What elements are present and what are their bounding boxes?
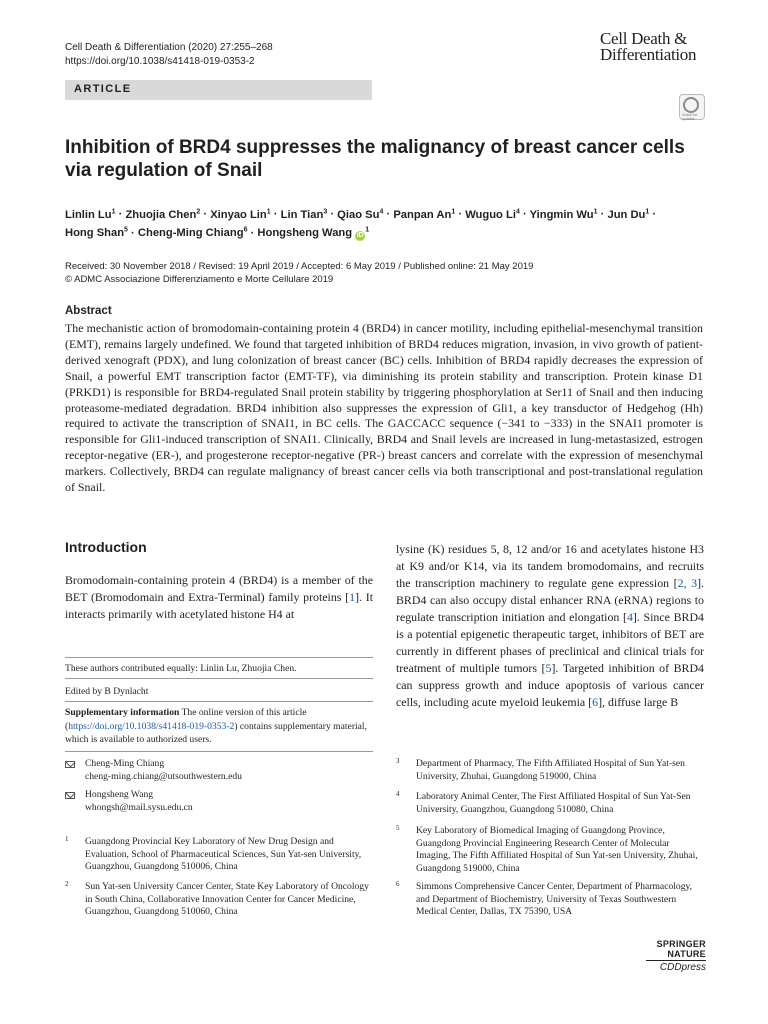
citation-link[interactable]: 6 — [592, 695, 599, 709]
footnote-divider — [65, 701, 373, 702]
publisher-logo — [626, 939, 706, 973]
author[interactable]: Cheng-Ming Chiang$^6$ — [137, 226, 248, 240]
check-updates-text: Check for updates — [682, 113, 697, 121]
author[interactable]: Zhuojia Chen$^2$ — [125, 208, 201, 221]
contact-name: Cheng-Ming Chiang — [85, 758, 165, 769]
contact-email[interactable]: whongsh@mail.sysu.edu.cn — [85, 801, 193, 813]
footnote-divider — [65, 678, 373, 679]
author[interactable]: Qiao Su$^4$ — [337, 208, 384, 221]
corresponding-author — [65, 789, 373, 815]
equal-contribution-note: These authors contributed equally: Linlin Lu, Zhuojia Chen. — [65, 663, 297, 674]
author[interactable]: Linlin Lu$^1$ — [65, 208, 116, 221]
logo-line-1: Cell Death & — [600, 29, 688, 48]
author[interactable]: Jun Du$^1$ — [607, 208, 650, 221]
imprint-name: CDDpress — [659, 962, 706, 973]
author[interactable]: Xinyao Lin$^1$ — [210, 208, 271, 221]
mail-icon — [65, 792, 75, 799]
intro-right-column: lysine (K) residues 5, 8, 12 and/or 16 and acetylates histone H3 at K9 and/or K14, via its tandem bromodomains, and recruits the transcription machinery to regulate gene expression [2, 3]. BRD4 can also occupy distal enhancer RNA (eRNA) regions to regulate transcription initiation and elongation [4]. Since BRD4 is a potential epigenetic therapeutic target, inhibitors of BET are currently in different phases of preclinical and clinical trials for treatment of multiple tumors [5]. Targeted inhibition of BRD4 can suppress growth and induce apoptosis of various cancer cells, including acute myeloid leukemia [6], diffuse large B — [396, 542, 704, 709]
contact-email[interactable]: cheng-ming.chiang@utsouthwestern.edu — [85, 770, 242, 782]
doi-link[interactable]: https://doi.org/10.1038/s41418-019-0353-2 — [65, 56, 255, 67]
footnote-divider — [65, 751, 373, 752]
intro-left-column: Bromodomain-containing protein 4 (BRD4) is a member of the BET (Bromodomain and Extra-Terminal) family proteins [1]. It interacts primarily with acetylated histone H4 at — [65, 573, 373, 621]
corresponding-author — [65, 758, 373, 784]
author[interactable]: Wuguo Li$^4$ — [465, 208, 520, 221]
abstract-text: The mechanistic action of bromodomain-containing protein 4 (BRD4) in cancer motility, including epithelial-mesenchymal transition (EMT), remains largely undefined. We found that targeted inhibition of BRD4 reduces migration, invasion, in vivo growth of patient-derived xenograft (PDX), and lung colonization of breast cancer (BC) cells. Inhibition of BRD4 rapidly decreases the expression of Snail, a powerful EMT transcription factor (EMT-TF), via diminishing its protein stability and transcription. Protein kinase D1 (PRKD1) is responsible for BRD4-regulated Snail protein stability by triggering phosphorylation at Ser11 of Snail and then inducing proteasome-mediated degradation. BRD4 inhibition also suppresses the expression of Gli1, a key transductor of Hedgehog (Hh) required to activate the transcription of SNAI1, in BC cells. The GACCACC sequence (−341 to −333) in the SNAI1 promoter is responsible for Gli1-induced transcription of SNAI1. Clinically, BRD4 and Snail levels are increased in lung-metastasized, estrogen receptor-negative (ER-), and progesterone receptor-negative (PR-) breast cancers and correlate with the expression of mesenchymal markers. Collectively, BRD4 can regulate malignancy of breast cancer cells via both transcriptional and post-translational regulation of Snail. — [65, 321, 703, 495]
dates-line: Received: 30 November 2018 / Revised: 19 April 2019 / Accepted: 6 May 2019 / Published online: 21 May 2019 — [65, 261, 534, 272]
citation-link[interactable]: 5 — [545, 661, 552, 675]
journal-header — [65, 41, 273, 69]
abstract-heading: Abstract — [65, 305, 112, 317]
publication-dates — [65, 260, 705, 286]
citation: Cell Death & Differentiation (2020) 27:255–268 — [65, 42, 273, 53]
footnote-divider — [65, 657, 373, 658]
supplementary-link[interactable]: https://doi.org/10.1038/s41418-019-0353-2 — [68, 720, 235, 732]
article-title: Inhibition of BRD4 suppresses the malignancy of breast cancer cells via regulation of Snail — [65, 137, 685, 181]
logo-line-2: Differentiation — [600, 45, 697, 64]
citation-link[interactable]: 4 — [626, 610, 633, 624]
article-type-label: ARTICLE — [74, 83, 132, 95]
logo-divider — [646, 960, 706, 961]
introduction-heading: Introduction — [65, 539, 147, 555]
update-circle-icon — [683, 97, 699, 113]
publisher-name: SPRINGER NATURE — [656, 939, 706, 959]
author-list: Linlin $Lu^1$ · Zhuojia Chen$^2$ · Xinyao Lin$^1$ · Lin Tian$^3$ · Qiao $Su^4$ · Panpan $An^1$ · Wuguo $Li^4$ · Yingmin $Wu^1$ · Jun $Du^1$ · Hong Shan$^5$ · Cheng-Ming Chiang$^6$ · Hongsheng Wang $iD^1$ — [65, 208, 657, 240]
supplementary-note: Supplementary information The online version of this article (https://doi.org/10.1038/s41418-019-0353-2) contains supplementary material, which is available to authorized users. — [65, 707, 367, 745]
author[interactable]: Hongsheng Wang $iD^1$ — [257, 226, 370, 240]
author[interactable]: Panpan An$^1$ — [393, 208, 456, 221]
contact-name: Hongsheng Wang — [85, 789, 154, 800]
article-type-bar — [65, 80, 372, 100]
author[interactable]: Hong Shan$^5$ — [65, 226, 128, 240]
copyright-line: © ADMC Associazione Differenziamento e Morte Cellulare 2019 — [65, 274, 334, 285]
author[interactable]: Yingmin Wu$^1$ — [529, 208, 598, 221]
citation-link[interactable]: 1 — [349, 590, 356, 604]
author[interactable]: Lin Tian$^3$ — [280, 208, 328, 221]
check-for-updates-icon[interactable] — [679, 94, 705, 120]
edited-by-note: Edited by B Dynlacht — [65, 686, 149, 697]
journal-logo — [600, 31, 702, 63]
citation-link[interactable]: 2, 3 — [677, 576, 698, 590]
mail-icon — [65, 761, 75, 768]
orcid-icon[interactable]: iD — [356, 232, 364, 240]
